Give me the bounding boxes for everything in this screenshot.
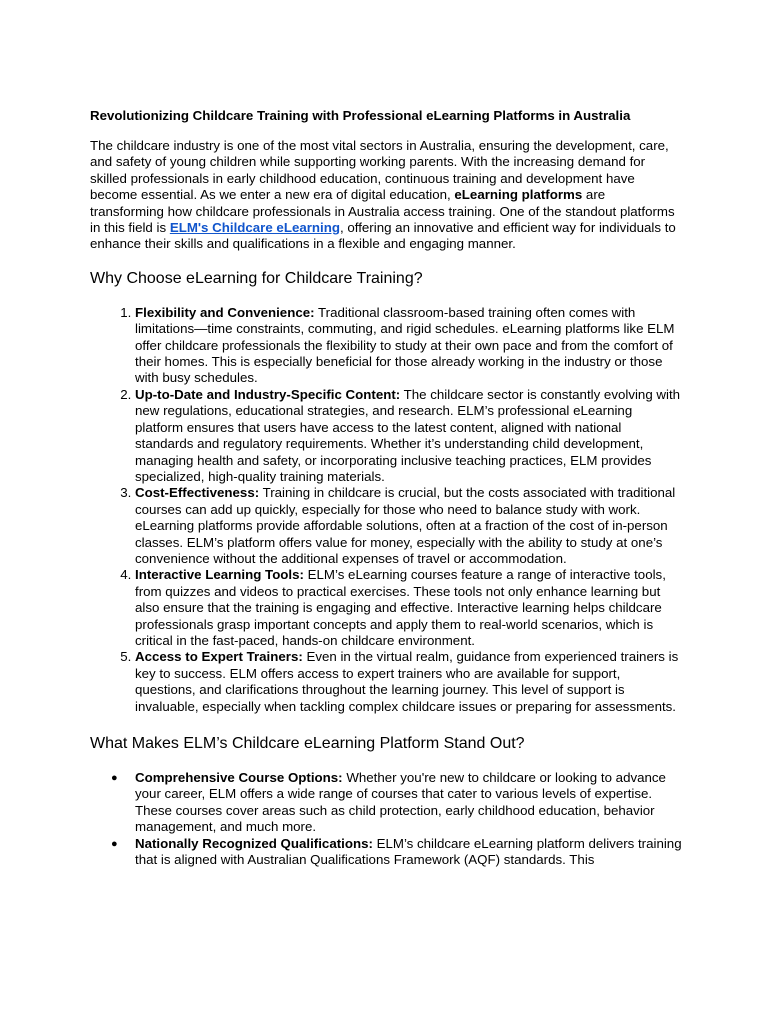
list-item [111,835,682,869]
list-item [111,770,682,836]
list-item-text: Whether you're new to childcare or looking to advance your career, ELM offers a wide range of courses that cater to various levels of expertise. These courses cover areas such as child protection, early childhood education, behavior management, and much more. [135,770,666,835]
list-item-title: Nationally Recognized Qualifications: [135,835,373,851]
list-item-title: Interactive Learning Tools: [135,567,304,583]
elm-childcare-link[interactable]: ELM's Childcare eLearning [169,220,340,236]
list-item [135,649,682,715]
intro-text-1: The childcare industry is one of the most vital sectors in Australia, ensuring the development, care, and safety of young children while supporting working parents. With the increasing demand for skilled professionals in early childhood education, continuous training and development have become essential. As we enter a new era of digital education, [90,138,669,203]
features-list [90,770,682,868]
list-item [135,567,682,649]
list-item-text: The childcare sector is constantly evolving with new regulations, educational strategies, and research. ELM’s professional eLearning platform ensures that users have access to the latest content, aligned with national standards and regulatory requirements. Whether it’s understanding child development, managing health and safety, or incorporating inclusive teaching practices, ELM provides specialized, high-quality training materials. [135,386,681,484]
bullet-icon: ● [111,837,118,850]
intro-bold-term: eLearning platforms [454,187,583,203]
list-item-text: ELM’s eLearning courses feature a range of interactive tools, from quizzes and videos to practical exercises. These tools not only enhance learning but also ensure that the training is engaging and effective. Interactive learning helps childcare professionals grasp important concepts and apply them to real-world scenarios, which is critical in the fast-paced, hands-on childcare environment. [135,567,666,648]
section-heading-elm-stand-out: What Makes ELM’s Childcare eLearning Platform Stand Out? [90,735,525,752]
list-item-title: Up-to-Date and Industry-Specific Content: [135,386,401,402]
list-item-text: Training in childcare is crucial, but the costs associated with traditional courses can add up quickly, especially for those who need to balance study with work. eLearning platforms provide affordable solutions, often at a fraction of the cost of in-person classes. ELM’s platform offers value for money, especially with the ability to study at one’s convenience without the additional expenses of travel or accommodation. [135,485,676,566]
list-item [135,485,682,567]
intro-paragraph [90,138,682,253]
list-item-title: Cost-Effectiveness: [135,485,260,501]
list-item [135,305,682,387]
list-item-text: Even in the virtual realm, guidance from experienced trainers is key to success. ELM offers access to expert trainers who are available for support, questions, and clarifications throughout the learning journey. This level of support is invaluable, especially when tackling complex childcare issues or preparing for assessments. [135,649,679,714]
list-item-text: Traditional classroom-based training often comes with limitations—time constraints, commuting, and rigid schedules. eLearning platforms like ELM offer childcare professionals the flexibility to study at their own pace and from the comfort of their homes. This is especially beneficial for those already working in the industry or those with busy schedules. [135,304,675,386]
list-item-title: Comprehensive Course Options: [135,770,343,785]
bullet-icon: ● [111,772,118,784]
reasons-list [90,305,682,715]
list-item [135,387,682,485]
list-item-title: Access to Expert Trainers: [135,649,303,665]
intro-text-2: are transforming how childcare professionals in Australia access training. One of the standout platforms in this field is [90,187,675,236]
document-page [90,108,682,868]
list-item-text: ELM’s childcare eLearning platform delivers training that is aligned with Australian Qualifications Framework (AQF) standards. This [135,835,682,868]
intro-text-3: , offering an innovative and efficient way for individuals to enhance their skills and qualifications in a flexible and engaging manner. [90,220,676,252]
document-title: Revolutionizing Childcare Training with Professional eLearning Platforms in Australia [90,108,631,123]
section-heading-why-elearning: Why Choose eLearning for Childcare Training? [90,269,423,287]
list-item-title: Flexibility and Convenience: [135,304,315,320]
